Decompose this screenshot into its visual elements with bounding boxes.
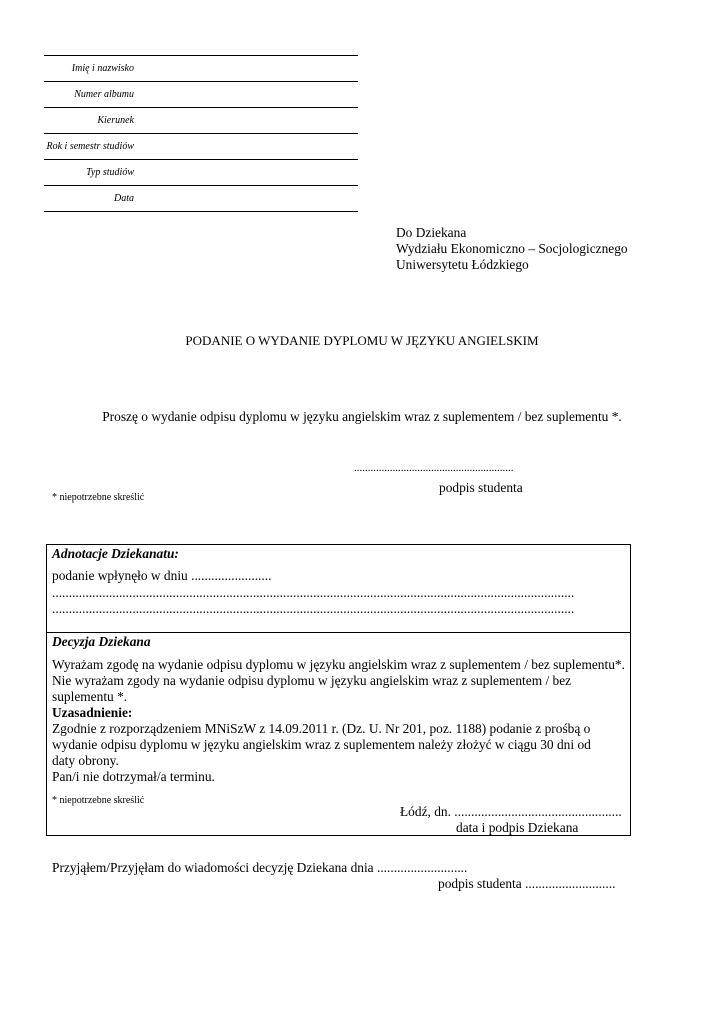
album-number-field-label: Numer albumu: [74, 89, 134, 100]
addressee-line-1: Do Dziekana: [396, 225, 467, 240]
student-signature-label: podpis studenta: [439, 480, 523, 495]
request-text: Proszę o wydanie odpisu dyplomu w języku angielskim wraz z suplementem / bez suplementu *.: [102, 409, 622, 424]
album-number-field-row[interactable]: [44, 82, 358, 108]
field-of-study-row[interactable]: [44, 108, 358, 134]
decision-disagree: Nie wyrażam zgody na wydanie odpisu dyplomu w języku angielskim wraz z suplementem / bez suplementu *.: [52, 673, 572, 704]
addressee-block: [396, 225, 628, 273]
document-title: PODANIE O WYDANIE DYPLOMU W JĘZYKU ANGIELSKIM: [185, 333, 539, 348]
acknowledgement-signature[interactable]: podpis studenta ...........................: [438, 876, 616, 891]
student-signature-line[interactable]: ..........................................................: [354, 462, 514, 474]
justification-text: Zgodnie z rozporządzeniem MNiSzW z 14.09.2011 r. (Dz. U. Nr 201, poz. 1188) podanie z prośbą o wydanie odpisu dyplomu w języku angielskim wraz z suplementem należy złożyć w ciągu 30 dni od daty obrony.: [52, 721, 591, 768]
box-divider: [47, 632, 630, 633]
name-field-row[interactable]: [44, 56, 358, 82]
received-date-line[interactable]: podanie wpłynęło w dniu ........................: [52, 568, 272, 583]
dean-office-box: [46, 544, 631, 836]
addressee-line-2: Wydziału Ekonomiczno – Socjologicznego: [396, 241, 628, 256]
decision-agree: Wyrażam zgodę na wydanie odpisu dyplomu w języku angielskim wraz z suplementem / bez suplementu*.: [52, 657, 625, 672]
dean-signature-label: data i podpis Dziekana: [456, 820, 579, 835]
year-semester-label: Rok i semestr studiów: [46, 141, 134, 152]
late-notice: Pan/i nie dotrzymał/a terminu.: [52, 769, 215, 784]
date-field-label: Data: [114, 193, 134, 204]
study-type-row[interactable]: [44, 160, 358, 186]
decision-footnote: * niepotrzebne skreślić: [52, 795, 145, 806]
annotations-dots-line-1[interactable]: ............................................................................................................................................................: [52, 585, 575, 600]
name-field-label: Imię i nazwisko: [71, 63, 134, 74]
year-semester-row[interactable]: [44, 134, 358, 160]
footnote: * niepotrzebne skreślić: [52, 492, 145, 503]
annotations-dots-line-2[interactable]: ............................................................................................................................................................: [52, 601, 575, 616]
acknowledgement-text[interactable]: Przyjąłem/Przyjęłam do wiadomości decyzję Dziekana dnia ...........................: [52, 860, 468, 875]
annotations-heading: Adnotacje Dziekanatu:: [52, 546, 179, 561]
date-field-row[interactable]: [44, 186, 358, 212]
student-info-table: [44, 55, 358, 212]
study-type-label: Typ studiów: [86, 167, 134, 178]
field-of-study-label: Kierunek: [97, 115, 134, 126]
place-date-line[interactable]: Łódź, dn. ..................................................: [400, 804, 622, 819]
justification-heading: Uzasadnienie:: [52, 705, 133, 720]
decision-heading: Decyzja Dziekana: [52, 634, 151, 649]
addressee-line-3: Uniwersytetu Łódzkiego: [396, 257, 529, 272]
